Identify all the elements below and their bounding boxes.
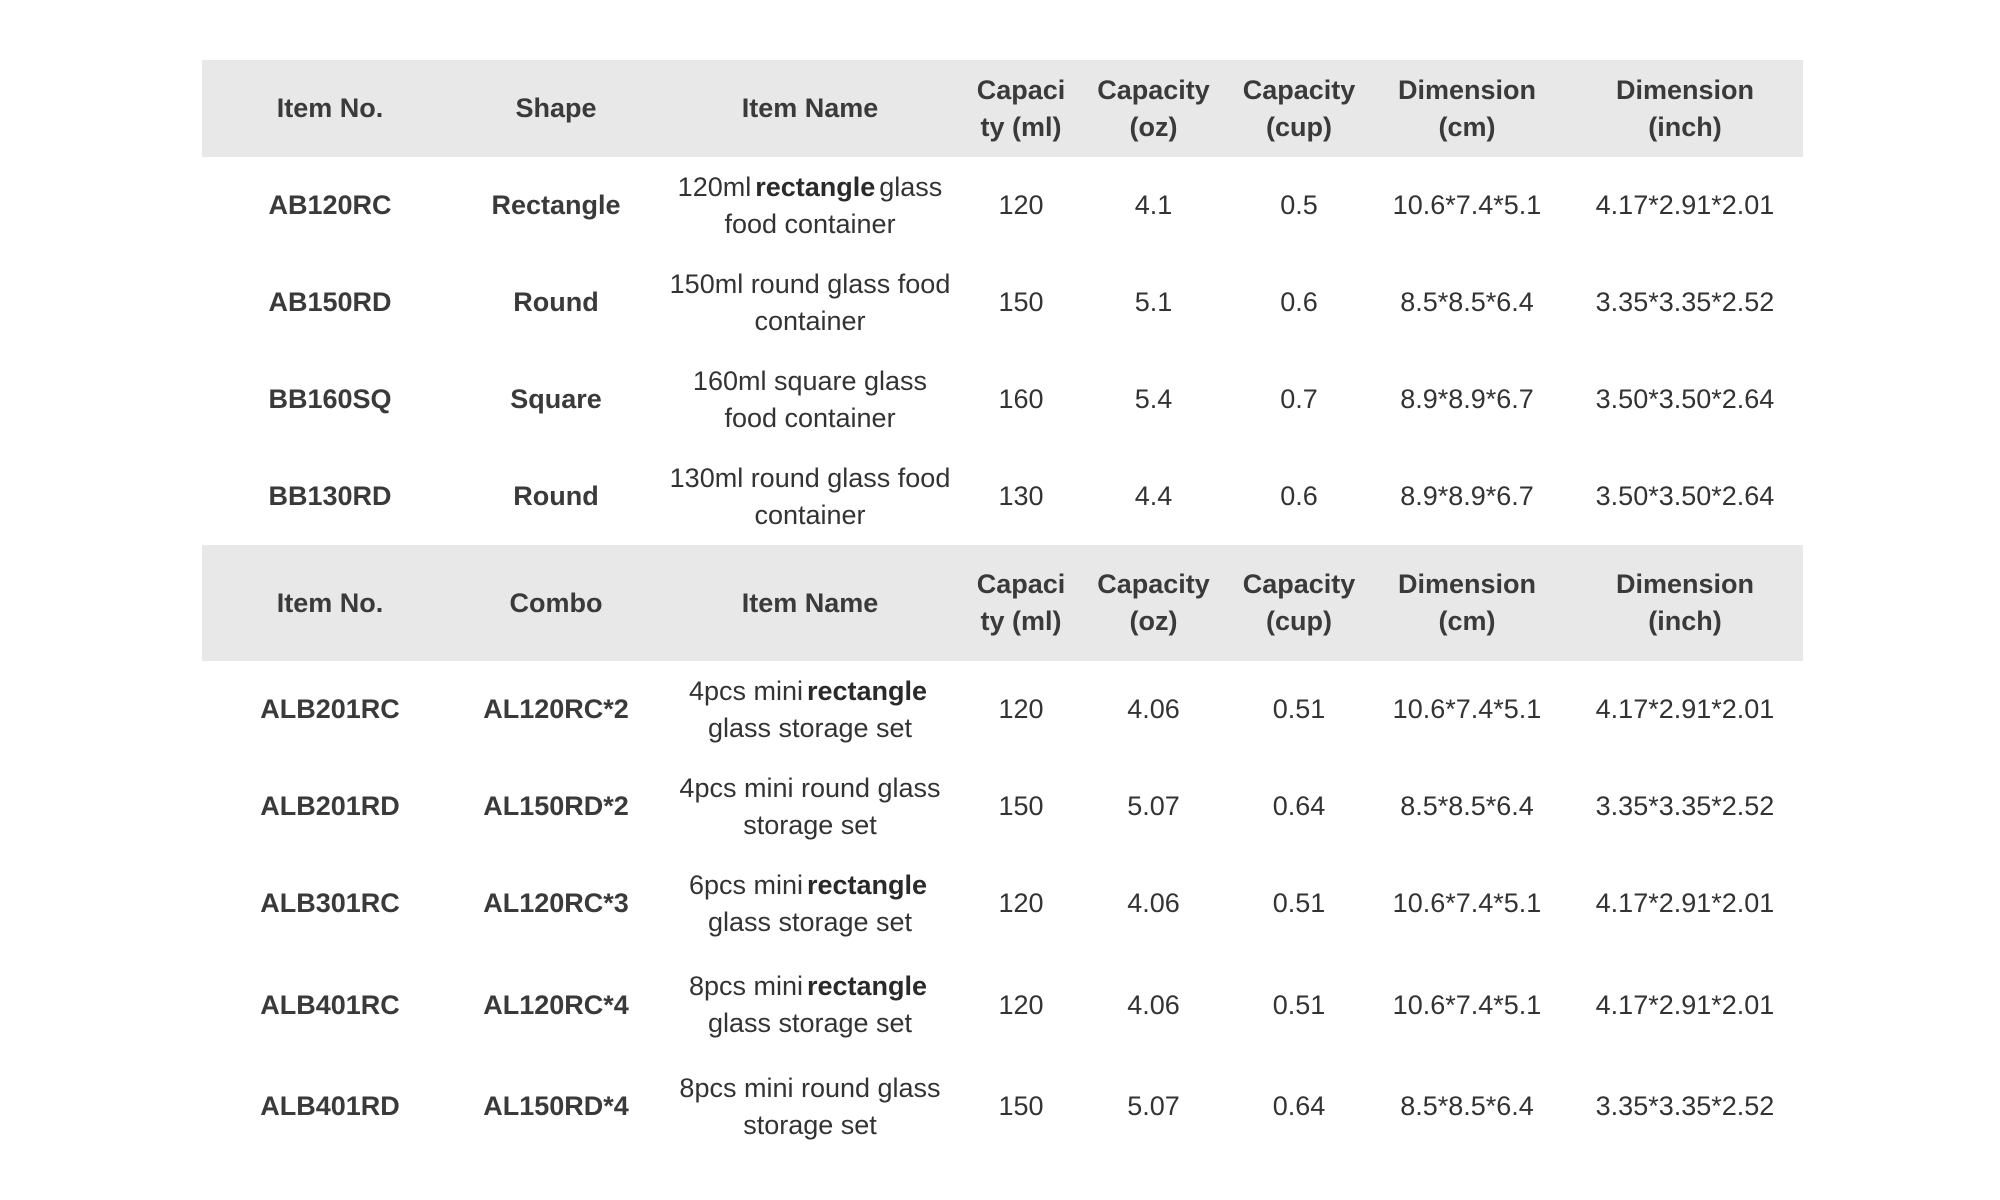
- dimension-cm: 8.5*8.5*6.4: [1400, 791, 1534, 821]
- table-row: [202, 661, 1803, 758]
- capacity-oz: 5.07: [1127, 791, 1180, 821]
- combo: AL150RD*4: [483, 1091, 629, 1121]
- dimension-inch: 3.35*3.35*2.52: [1595, 791, 1775, 821]
- capacity-ml: 120: [998, 888, 1044, 918]
- capacity-oz: 4.4: [1134, 481, 1173, 511]
- item-name: 4pcs mini round glass storage set: [679, 772, 941, 840]
- spec-sheet: [202, 60, 1803, 1155]
- capacity-cup: 0.64: [1272, 1091, 1326, 1121]
- table1-header: [202, 60, 1803, 157]
- table-row: [202, 758, 1803, 855]
- header-capacity-cup: Capacity (cup): [1242, 74, 1356, 142]
- capacity-cup: 0.51: [1272, 989, 1326, 1020]
- dimension-cm: 8.9*8.9*6.7: [1400, 481, 1534, 511]
- capacity-oz: 4.1: [1134, 190, 1173, 220]
- combo: AL120RC*4: [483, 989, 629, 1020]
- header-capacity-cup: Capacity (cup): [1242, 569, 1356, 636]
- item-name: 160ml square glass food container: [692, 365, 928, 433]
- item-name: 8pcs mini round glass storage set: [679, 1072, 941, 1140]
- table-row: [202, 1058, 1803, 1155]
- dimension-inch: 3.50*3.50*2.64: [1595, 481, 1775, 511]
- item-no: AB120RC: [268, 190, 392, 220]
- capacity-cup: 0.51: [1272, 694, 1326, 724]
- header-item-name: Item Name: [741, 587, 879, 618]
- capacity-ml: 150: [998, 287, 1044, 317]
- header-capacity-ml: Capaci ty (ml): [976, 74, 1066, 142]
- combo: AL120RC*3: [483, 888, 629, 918]
- header-item-no: Item No.: [276, 93, 384, 123]
- capacity-oz: 5.4: [1134, 384, 1173, 414]
- header-capacity-oz: Capacity (oz): [1097, 569, 1210, 636]
- combo: AL120RC*2: [483, 694, 629, 724]
- capacity-cup: 0.64: [1272, 791, 1326, 821]
- item-name: 4pcs mini rectangle glass storage set: [688, 675, 928, 743]
- item-no: ALB401RC: [260, 989, 400, 1020]
- shape: Round: [513, 481, 599, 511]
- capacity-cup: 0.7: [1280, 384, 1318, 414]
- capacity-oz: 4.06: [1127, 989, 1180, 1020]
- item-name: 150ml round glass food container: [669, 268, 951, 336]
- capacity-ml: 160: [998, 384, 1044, 414]
- table-row: [202, 952, 1803, 1058]
- table-row: [202, 157, 1803, 254]
- item-no: ALB201RD: [260, 791, 400, 821]
- dimension-inch: 4.17*2.91*2.01: [1595, 694, 1775, 724]
- dimension-cm: 10.6*7.4*5.1: [1392, 888, 1542, 918]
- header-shape: Shape: [515, 93, 597, 123]
- item-name: 130ml round glass food container: [669, 462, 951, 530]
- capacity-cup: 0.5: [1280, 190, 1318, 220]
- capacity-cup: 0.6: [1280, 287, 1318, 317]
- header-capacity-oz: Capacity (oz): [1097, 74, 1210, 142]
- item-no: ALB301RC: [260, 888, 400, 918]
- header-combo: Combo: [509, 587, 603, 618]
- capacity-ml: 120: [998, 694, 1044, 724]
- dimension-inch: 4.17*2.91*2.01: [1595, 888, 1775, 918]
- dimension-cm: 8.9*8.9*6.7: [1400, 384, 1534, 414]
- dimension-inch: 3.50*3.50*2.64: [1595, 384, 1775, 414]
- header-dimension-cm: Dimension (cm): [1397, 569, 1537, 636]
- dimension-cm: 8.5*8.5*6.4: [1400, 287, 1534, 317]
- item-name: 8pcs mini rectangle glass storage set: [688, 971, 928, 1038]
- table-row: [202, 254, 1803, 351]
- table-row: [202, 351, 1803, 448]
- table-row: [202, 448, 1803, 545]
- item-no: ALB201RC: [260, 694, 400, 724]
- shape: Round: [513, 287, 599, 317]
- dimension-inch: 4.17*2.91*2.01: [1595, 989, 1775, 1020]
- capacity-ml: 130: [998, 481, 1044, 511]
- dimension-cm: 10.6*7.4*5.1: [1392, 989, 1542, 1020]
- header-item-no: Item No.: [276, 587, 384, 618]
- header-item-name: Item Name: [741, 93, 879, 123]
- dimension-inch: 4.17*2.91*2.01: [1595, 190, 1775, 220]
- item-no: ALB401RD: [260, 1091, 400, 1121]
- shape: Square: [510, 384, 602, 414]
- dimension-cm: 8.5*8.5*6.4: [1400, 1091, 1534, 1121]
- capacity-ml: 120: [998, 989, 1044, 1020]
- capacity-oz: 4.06: [1127, 888, 1180, 918]
- header-dimension-cm: Dimension (cm): [1397, 74, 1537, 142]
- capacity-cup: 0.6: [1280, 481, 1318, 511]
- shape: Rectangle: [491, 190, 621, 220]
- dimension-cm: 10.6*7.4*5.1: [1392, 190, 1542, 220]
- dimension-cm: 10.6*7.4*5.1: [1392, 694, 1542, 724]
- dimension-inch: 3.35*3.35*2.52: [1595, 287, 1775, 317]
- capacity-oz: 5.1: [1134, 287, 1173, 317]
- capacity-ml: 120: [998, 190, 1044, 220]
- item-name: 120ml rectangle glass food container: [677, 171, 943, 239]
- item-no: AB150RD: [268, 287, 392, 317]
- capacity-ml: 150: [998, 1091, 1044, 1121]
- dimension-inch: 3.35*3.35*2.52: [1595, 1091, 1775, 1121]
- capacity-oz: 5.07: [1127, 1091, 1180, 1121]
- header-capacity-ml: Capaci ty (ml): [976, 569, 1066, 636]
- item-no: BB160SQ: [268, 384, 392, 414]
- capacity-cup: 0.51: [1272, 888, 1326, 918]
- item-no: BB130RD: [268, 481, 392, 511]
- combo: AL150RD*2: [483, 791, 629, 821]
- table-row: [202, 855, 1803, 952]
- header-dimension-inch: Dimension (inch): [1615, 74, 1755, 142]
- item-name: 6pcs mini rectangle glass storage set: [688, 869, 928, 937]
- capacity-oz: 4.06: [1127, 694, 1180, 724]
- table2-header: [202, 545, 1803, 661]
- header-dimension-inch: Dimension (inch): [1615, 569, 1755, 636]
- capacity-ml: 150: [998, 791, 1044, 821]
